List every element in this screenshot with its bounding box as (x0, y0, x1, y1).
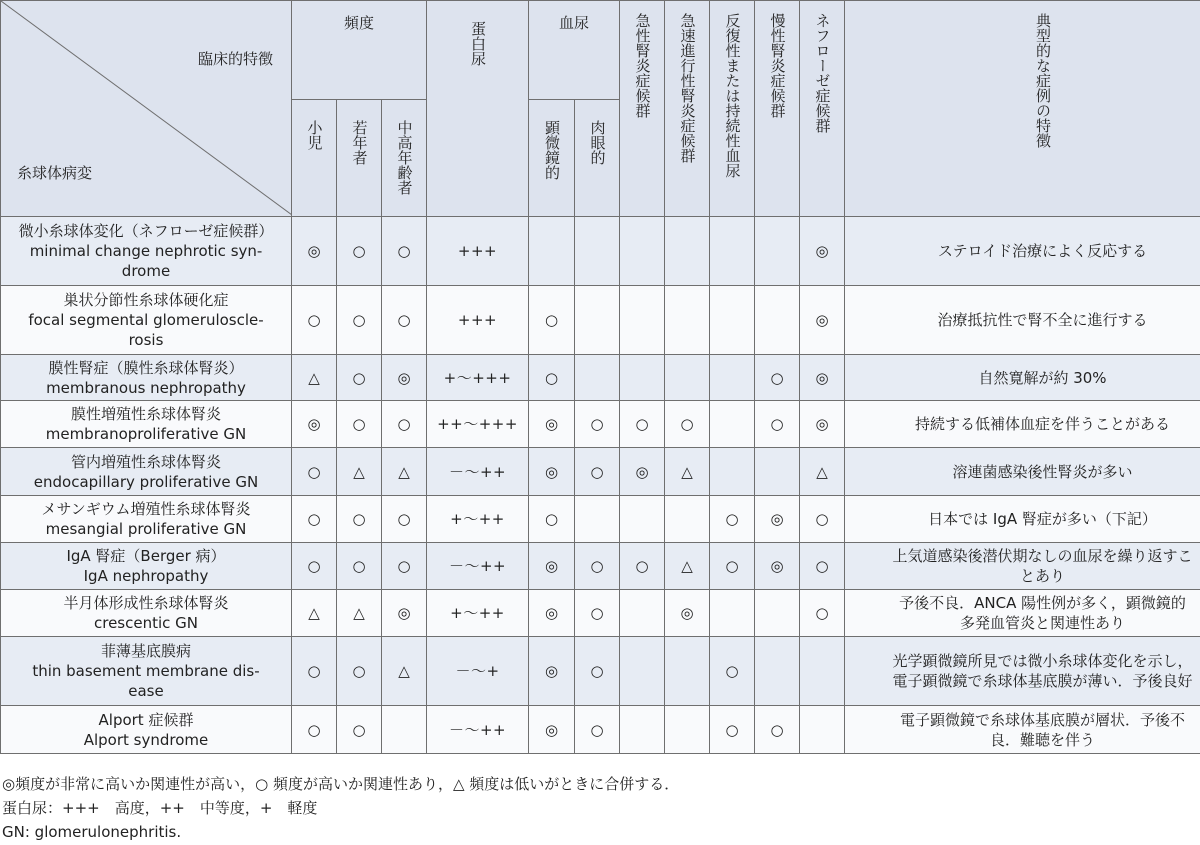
disease-name-cell (1, 401, 292, 448)
cell-young: ○ (337, 637, 382, 706)
cell-acute (620, 590, 665, 637)
cell-gross: ○ (575, 706, 620, 754)
disease-name-ja: 菲薄基底膜病 (100, 642, 191, 660)
cell-rpgn: ○ (665, 401, 710, 448)
table-row (1, 496, 1200, 543)
typical-feature-cell (845, 590, 1200, 637)
header-acute-nephritic: 急性腎炎症候群 (620, 1, 665, 217)
cell-micro: ◎ (529, 706, 575, 754)
disease-name-en: drome (121, 262, 171, 280)
cell-micro: ◎ (529, 590, 575, 637)
cell-nephrotic: ○ (800, 543, 845, 590)
disease-name-en: crescentic GN (93, 614, 199, 632)
table-row (1, 401, 1200, 448)
typical-feature-cell (845, 496, 1200, 543)
header-nephrotic: ネフローゼ症候群 (800, 1, 845, 217)
disease-name-ja: 膜性増殖性糸球体腎炎 (70, 405, 221, 423)
cell-chronic (755, 590, 800, 637)
cell-elderly: ○ (382, 286, 427, 355)
table-row (1, 448, 1200, 496)
cell-gross: ○ (575, 543, 620, 590)
cell-micro (529, 217, 575, 286)
cell-elderly: △ (382, 448, 427, 496)
table-row (1, 590, 1200, 637)
cell-persistent: ○ (710, 637, 755, 706)
cell-micro: ○ (529, 355, 575, 401)
cell-child: ◎ (292, 217, 337, 286)
disease-name-cell (1, 448, 292, 496)
cell-nephrotic: ◎ (800, 355, 845, 401)
cell-acute: ◎ (620, 448, 665, 496)
typical-feature-cell (845, 637, 1200, 706)
typical-feature-text: 多発血管炎と関連性あり (960, 614, 1126, 632)
typical-feature-cell (845, 706, 1200, 754)
cell-micro: ◎ (529, 637, 575, 706)
disease-name-en: IgA nephropathy (83, 567, 209, 585)
cell-acute (620, 706, 665, 754)
typical-feature-text: 予後不良．ANCA 陽性例が多く，顕微鏡的 (899, 594, 1186, 612)
cell-rpgn (665, 355, 710, 401)
cell-micro: ◎ (529, 401, 575, 448)
cell-elderly: ◎ (382, 590, 427, 637)
header-persistent-hematuria: 反復性または持続性血尿 (710, 1, 755, 217)
disease-name-ja: Alport 症候群 (98, 710, 194, 729)
cell-chronic: ◎ (755, 496, 800, 543)
table-row (1, 217, 1200, 286)
cell-chronic (755, 217, 800, 286)
cell-micro: ○ (529, 286, 575, 355)
cell-nephrotic: ○ (800, 496, 845, 543)
cell-protein: －～++ (427, 448, 529, 496)
disease-name-ja: 管内増殖性糸球体腎炎 (70, 452, 221, 471)
cell-protein: +～++ (427, 590, 529, 637)
table-row (1, 706, 1200, 754)
cell-young: ○ (337, 286, 382, 355)
typical-feature-cell (845, 448, 1200, 496)
disease-name-cell (1, 706, 292, 754)
disease-name-ja: 微小糸球体変化（ネフローゼ症候群） (18, 222, 274, 240)
header-chronic-nephritic: 慢性腎炎症候群 (755, 1, 800, 217)
table-row (1, 286, 1200, 355)
typical-feature-cell (845, 217, 1200, 286)
typical-feature-text: 電子顕微鏡で糸球体基底膜が薄い．予後良好 (892, 672, 1193, 690)
cell-child: ○ (292, 706, 337, 754)
typical-feature-cell (845, 401, 1200, 448)
note-symbol-legend: ◎頻度が非常に高いか関連性が高い，○ 頻度が高いか関連性あり，△ 頻度は低いがときに合併する． (2, 775, 680, 793)
table-row (1, 355, 1200, 401)
disease-name-ja: 半月体形成性糸球体腎炎 (63, 594, 229, 612)
header-hema-gross: 肉眼的 (575, 100, 620, 217)
disease-name-en: rosis (128, 331, 164, 349)
cell-young: △ (337, 590, 382, 637)
cell-nephrotic: △ (800, 448, 845, 496)
header-freq-young: 若年者 (337, 100, 382, 217)
cell-persistent: ○ (710, 706, 755, 754)
disease-name-cell (1, 286, 292, 355)
header-hema-micro: 顕微鏡的 (529, 100, 575, 217)
cell-acute (620, 496, 665, 543)
cell-young: ○ (337, 355, 382, 401)
disease-name-cell (1, 543, 292, 590)
header-freq-child: 小児 (292, 100, 337, 217)
cell-nephrotic (800, 637, 845, 706)
typical-feature-text: とあり (1020, 567, 1066, 585)
disease-name-en: endocapillary proliferative GN (33, 472, 259, 491)
typical-feature-cell (845, 355, 1200, 401)
header-typical-features: 典型的な症例の特徴 (845, 1, 1200, 217)
cell-protein: +++ (427, 217, 529, 286)
disease-name-cell (1, 355, 292, 401)
cell-protein: －～+ (427, 637, 529, 706)
cell-micro: ○ (529, 496, 575, 543)
cell-rpgn (665, 637, 710, 706)
disease-name-en: membranoproliferative GN (45, 425, 247, 443)
cell-gross: ○ (575, 637, 620, 706)
cell-elderly: ○ (382, 217, 427, 286)
cell-gross: ○ (575, 401, 620, 448)
disease-name-en: ease (128, 682, 164, 700)
header-corner-cell (1, 1, 292, 217)
cell-elderly: △ (382, 637, 427, 706)
corner-label-clinical-features: 臨床的特徴 (197, 50, 273, 68)
table-notes (2, 772, 679, 844)
cell-young: ○ (337, 496, 382, 543)
cell-rpgn (665, 496, 710, 543)
cell-persistent (710, 448, 755, 496)
cell-chronic: ○ (755, 706, 800, 754)
header-rpgn: 急速進行性腎炎症候群 (665, 1, 710, 217)
cell-child: ○ (292, 448, 337, 496)
cell-child: △ (292, 590, 337, 637)
cell-gross: ○ (575, 590, 620, 637)
disease-name-en: thin basement membrane dis- (32, 662, 260, 680)
cell-young: ○ (337, 217, 382, 286)
table-row (1, 637, 1200, 706)
cell-micro: ◎ (529, 448, 575, 496)
cell-rpgn: △ (665, 448, 710, 496)
disease-name-ja: 膜性腎症（膜性糸球体腎炎） (48, 358, 244, 377)
cell-elderly: ○ (382, 496, 427, 543)
corner-label-glomerular-lesion: 糸球体病変 (17, 164, 93, 182)
cell-child: △ (292, 355, 337, 401)
cell-persistent (710, 355, 755, 401)
cell-rpgn: ◎ (665, 590, 710, 637)
cell-persistent: ○ (710, 543, 755, 590)
typical-feature-text: 溶連菌感染後性腎炎が多い (952, 462, 1133, 481)
typical-feature-text: 日本では IgA 腎症が多い（下記） (928, 510, 1157, 528)
cell-child: ○ (292, 496, 337, 543)
typical-feature-text: 治療抵抗性で腎不全に進行する (937, 311, 1148, 329)
cell-elderly (382, 706, 427, 754)
typical-feature-cell (845, 543, 1200, 590)
header-proteinuria: 蛋白尿 (427, 1, 529, 217)
table-row (1, 543, 1200, 590)
typical-feature-text: ステロイド治療によく反応する (937, 242, 1148, 260)
cell-protein: －～++ (427, 706, 529, 754)
cell-protein: +～++ (427, 496, 529, 543)
cell-rpgn (665, 286, 710, 355)
cell-acute (620, 286, 665, 355)
cell-elderly: ○ (382, 401, 427, 448)
cell-persistent (710, 590, 755, 637)
disease-name-cell (1, 496, 292, 543)
disease-name-en: Alport syndrome (83, 730, 209, 749)
typical-feature-text: 電子顕微鏡で糸球体基底膜が層状．予後不 (900, 710, 1186, 729)
cell-persistent (710, 286, 755, 355)
cell-protein: ++～+++ (427, 401, 529, 448)
disease-name-ja: メサンギウム増殖性糸球体腎炎 (41, 500, 251, 518)
cell-young: ○ (337, 706, 382, 754)
disease-name-cell (1, 637, 292, 706)
cell-gross (575, 286, 620, 355)
cell-young: ○ (337, 401, 382, 448)
cell-acute (620, 355, 665, 401)
disease-name-cell (1, 217, 292, 286)
disease-name-ja: 巣状分節性糸球体硬化症 (63, 291, 229, 309)
cell-child: ◎ (292, 401, 337, 448)
disease-name-en: mesangial proliferative GN (45, 520, 247, 538)
disease-name-ja: IgA 腎症（Berger 病） (66, 547, 226, 565)
cell-young: ○ (337, 543, 382, 590)
cell-child: ○ (292, 637, 337, 706)
disease-name-cell (1, 590, 292, 637)
cell-protein: +～+++ (427, 355, 529, 401)
cell-nephrotic: ○ (800, 590, 845, 637)
cell-micro: ◎ (529, 543, 575, 590)
cell-acute: ○ (620, 401, 665, 448)
cell-protein: －～++ (427, 543, 529, 590)
disease-name-en: membranous nephropathy (46, 378, 246, 397)
cell-nephrotic: ◎ (800, 217, 845, 286)
header-frequency: 頻度 (292, 1, 427, 100)
disease-name-en: focal segmental glomeruloscle- (28, 311, 264, 329)
cell-gross (575, 217, 620, 286)
cell-acute: ○ (620, 543, 665, 590)
cell-persistent: ○ (710, 496, 755, 543)
header-freq-elderly: 中高年齢者 (382, 100, 427, 217)
typical-feature-text: 良．難聴を伴う (990, 730, 1096, 749)
cell-chronic: ○ (755, 355, 800, 401)
cell-acute (620, 217, 665, 286)
disease-name-en: minimal change nephrotic syn- (29, 242, 263, 260)
cell-rpgn (665, 706, 710, 754)
cell-chronic: ○ (755, 401, 800, 448)
typical-feature-cell (845, 286, 1200, 355)
cell-chronic (755, 637, 800, 706)
cell-rpgn (665, 217, 710, 286)
cell-nephrotic: ◎ (800, 401, 845, 448)
typical-feature-text: 持続する低補体血症を伴うことがある (915, 415, 1171, 433)
cell-young: △ (337, 448, 382, 496)
note-proteinuria-legend: 蛋白尿：+++ 高度，++ 中等度，+ 軽度 (2, 799, 318, 817)
cell-acute (620, 637, 665, 706)
cell-chronic (755, 448, 800, 496)
typical-feature-text: 上気道感染後潜伏期なしの血尿を繰り返すこ (892, 547, 1193, 565)
typical-feature-text: 自然寛解が約 30% (978, 368, 1107, 387)
cell-gross (575, 355, 620, 401)
cell-persistent (710, 217, 755, 286)
cell-child: ○ (292, 543, 337, 590)
cell-elderly: ○ (382, 543, 427, 590)
cell-elderly: ◎ (382, 355, 427, 401)
cell-gross (575, 496, 620, 543)
header-hematuria: 血尿 (529, 1, 620, 100)
cell-persistent (710, 401, 755, 448)
cell-nephrotic (800, 706, 845, 754)
cell-rpgn: △ (665, 543, 710, 590)
cell-gross: ○ (575, 448, 620, 496)
cell-chronic: ◎ (755, 543, 800, 590)
cell-nephrotic: ◎ (800, 286, 845, 355)
cell-chronic (755, 286, 800, 355)
cell-protein: +++ (427, 286, 529, 355)
cell-child: ○ (292, 286, 337, 355)
note-abbreviation: GN: glomerulonephritis. (2, 823, 182, 841)
typical-feature-text: 光学顕微鏡所見では微小糸球体変化を示し， (892, 652, 1193, 670)
